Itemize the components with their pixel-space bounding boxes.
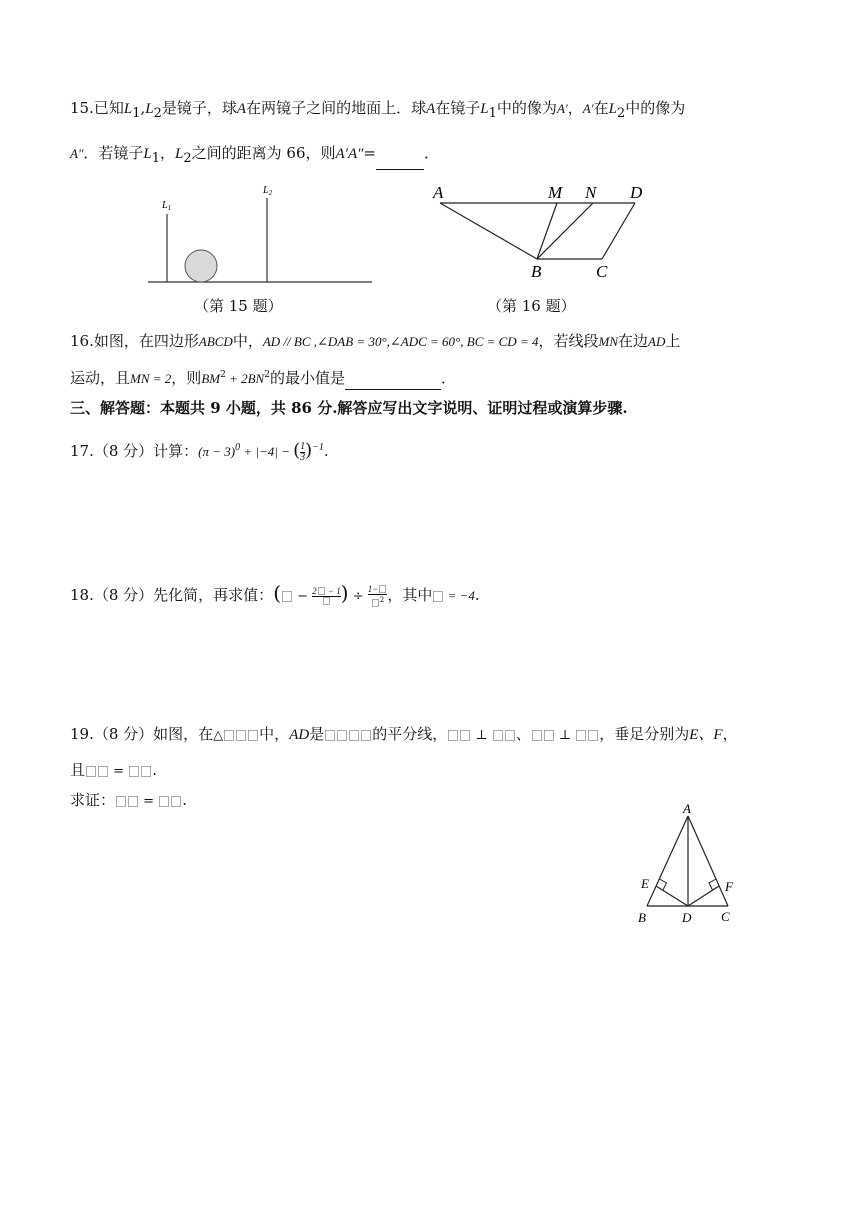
q16-line1: 16.如图，在四边形ABCD中，AD // BC ,∠DAB = 30°,∠ADC = 60°, BC = CD = 4，若线段MN在边AD上 xyxy=(70,332,681,350)
q18: 18.（8 分）先化简，再求值：( − 2 − 1 ) ÷ $\frac{1-}{^2}$ ，其中 = −4. xyxy=(70,582,480,609)
figure-15 xyxy=(140,180,380,290)
fig15-label-l1: $L_1$ xyxy=(162,200,172,212)
fig19-perp-de xyxy=(656,886,688,906)
q18-var-box xyxy=(282,591,292,602)
fig16-caption: （第 16 题） xyxy=(487,297,576,315)
fig15-label-l2: $L_2$ xyxy=(263,185,273,197)
q16-line2: 运动，且MN = 2，则$BM^2 + 2BN^2$的最小值是 ． xyxy=(70,364,456,390)
q19-line1: 19.（8 分）如图，在△ 中，AD是 的平分线， ⊥ 、 ⊥ ，垂足分别为E、F， xyxy=(70,725,738,743)
fig16-label-m: M xyxy=(548,183,563,202)
q18-fraction2: $\frac{1-}{^2}$ xyxy=(368,584,388,609)
figure-16 xyxy=(425,178,660,286)
q15-line2: A″．若镜子$L_1$，$L_2$之间的距离为 66，则A′A″= ． xyxy=(70,142,439,170)
q17: 17.（8 分）计算：$(\pi - 3)^0 + |-4|$ − ( $\frac{1}{3}$ )$^{-1}$. xyxy=(70,440,329,463)
fig19-label-c: C xyxy=(721,909,730,924)
fig19-label-a: A xyxy=(683,801,691,816)
fig15-caption: （第 15 题） xyxy=(194,297,283,315)
section3-heading: 三、解答题：本题共 9 小题，共 86 分.解答应写出文字说明、证明过程或演算步骤. xyxy=(70,399,628,417)
fig16-label-a: A xyxy=(433,183,444,202)
fig16-side-cd xyxy=(602,203,635,259)
fig16-label-c: C xyxy=(596,262,608,281)
q15-answer-blank[interactable] xyxy=(376,153,424,170)
q17-fraction: $\frac{1}{3}$ xyxy=(300,440,306,463)
fig15-ball xyxy=(185,250,217,282)
q15-line1: 15.已知$L_1,L_2$是镜子，球A在两镜子之间的地面上．球A在镜子$L_1$中的像为A′，A′在$L_2$中的像为 xyxy=(70,99,686,121)
fig19-label-e: E xyxy=(641,876,649,891)
q19-prove: 求证： = . xyxy=(70,791,187,809)
fig16-label-n: N xyxy=(585,183,597,202)
fig16-label-d: D xyxy=(630,183,643,202)
q18-fraction1: 2 − 1 xyxy=(312,586,341,607)
fig16-segment-bn xyxy=(537,203,593,259)
fig19-perp-df xyxy=(688,886,719,906)
fig16-side-ab xyxy=(440,203,537,259)
fig16-segment-bm xyxy=(537,203,557,259)
q19-line2: 且 = . xyxy=(70,761,157,779)
fig19-label-d: D xyxy=(682,910,692,925)
figure-19 xyxy=(632,800,747,930)
q16-answer-blank[interactable] xyxy=(345,373,441,390)
fig16-label-b: B xyxy=(531,262,542,281)
fig19-label-f: F xyxy=(725,879,733,894)
fig19-label-b: B xyxy=(638,910,646,925)
